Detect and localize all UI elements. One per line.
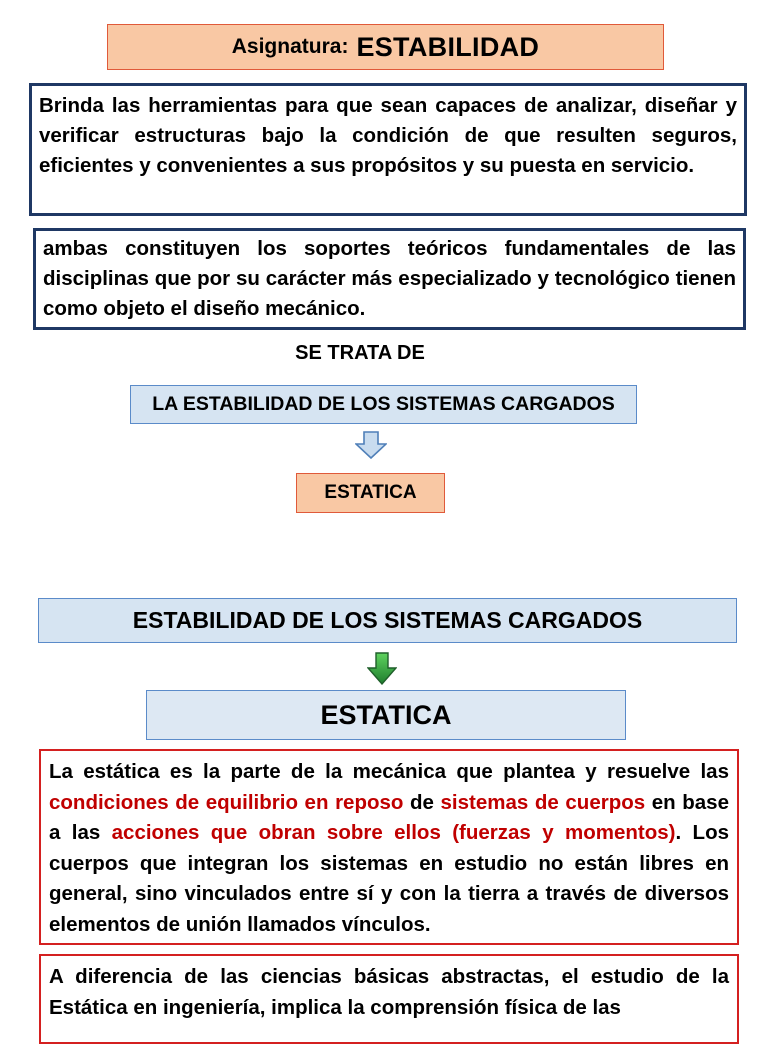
- estatica-box-bottom: [146, 690, 626, 740]
- topic-box-top: [130, 385, 637, 424]
- statics-text-part-2: de: [403, 790, 441, 814]
- highlight-equilibrium: condiciones de equilibrio en reposo: [49, 790, 404, 814]
- down-arrow-green-icon: [367, 652, 397, 685]
- support-text-box: [33, 228, 746, 330]
- topic-box-bottom: [38, 598, 737, 643]
- intro-text-box: [29, 83, 747, 216]
- subject-separator: :: [341, 35, 349, 58]
- highlight-actions: acciones que obran sobre ellos (fuerzas y momentos): [111, 821, 676, 844]
- topic-text-bottom: ESTABILIDAD DE LOS SISTEMAS CARGADOS: [132, 607, 643, 633]
- subject-label: Asignatura: [231, 35, 342, 58]
- down-arrow-icon: [355, 431, 387, 459]
- statics-text-part-3: en base a las: [49, 790, 729, 844]
- statics-text-part-4: . Los cuerpos que integran los sistemas en estudio no están libres en general, sino vinculados entre sí y con la tierra a través de diversos elementos de unión llamados vínculos.: [49, 821, 729, 936]
- support-text: ambas constituyen los soportes teóricos fundamentales de las disciplinas que por su carácter más especializado y tecnológico tienen como objeto el diseño mecánico.: [43, 237, 736, 320]
- subject-name: ESTABILIDAD: [356, 31, 540, 62]
- estatica-text-top: ESTATICA: [324, 482, 417, 503]
- engineering-text-box: [39, 954, 739, 1044]
- highlight-body-systems: sistemas de cuerpos: [440, 790, 646, 814]
- estatica-box-top: [296, 473, 445, 513]
- se-trata-heading: SE TRATA DE: [295, 342, 425, 364]
- topic-text-top: LA ESTABILIDAD DE LOS SISTEMAS CARGADOS: [152, 393, 615, 415]
- statics-text-part-1: La estática es la parte de la mecánica que plantea y resuelve las: [49, 760, 729, 783]
- subject-title-box: [107, 24, 664, 70]
- estatica-text-bottom: ESTATICA: [320, 699, 452, 730]
- statics-definition-text: [49, 757, 729, 940]
- engineering-text: A diferencia de las ciencias básicas abstractas, el estudio de la Estática en ingeniería, implica la comprensión física de las: [49, 965, 729, 1019]
- statics-definition-box: [39, 749, 739, 945]
- intro-text: Brinda las herramientas para que sean capaces de analizar, diseñar y verificar estructuras bajo la condición de que resulten seguros, eficientes y convenientes a sus propósitos y su puesta en servicio.: [39, 94, 737, 177]
